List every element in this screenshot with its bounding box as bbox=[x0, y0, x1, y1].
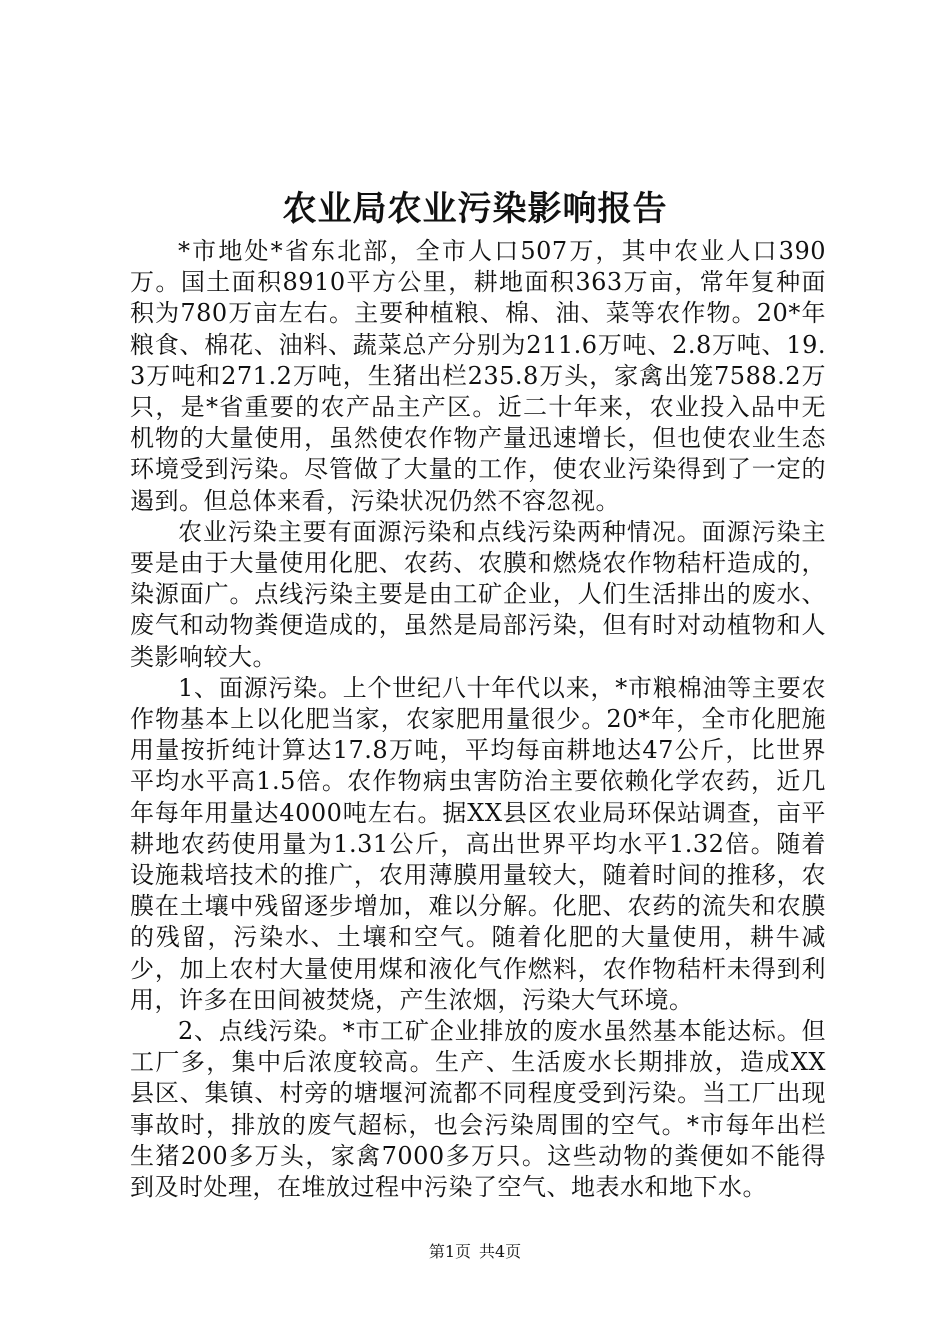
page-number: 第1页 bbox=[428, 1242, 471, 1261]
paragraph-overview: *市地处*省东北部，全市人口507万，其中农业人口390万。国土面积8910平方公里，耕地面积363万亩，常年复种面积为780万亩左右。主要种植粮、棉、油、菜等农作物。20*年粮食、棉花、油料、蔬菜总产分别为211.6万吨、2.8万吨、19.3万吨和271.2万吨，生猪出栏235.8万头，家禽出笼7588.2万只，是*省重要的农产品主产区。近二十年来，农业投入品中无机物的大量使用，虽然使农作物产量迅速增长，但也使农业生态环境受到污染。尽管做了大量的工作，使农业污染得到了一定的遏到。但总体来看，污染状况仍然不容忽视。 bbox=[130, 237, 826, 515]
page-footer bbox=[0, 1241, 950, 1263]
paragraph-pollution-types: 农业污染主要有面源污染和点线污染两种情况。面源污染主要是由于大量使用化肥、农药、农膜和燃烧农作物秸杆造成的，染源面广。点线污染主要是由工矿企业，人们生活排出的废水、废气和动物粪便造成的，虽然是局部污染，但有时对动植物和人类影响较大。 bbox=[130, 517, 826, 671]
paragraph-area-pollution: 1、面源污染。上个世纪八十年代以来，*市粮棉油等主要农作物基本上以化肥当家，农家肥用量很少。20*年，全市化肥施用量按折纯计算达17.8万吨，平均每亩耕地达47公斤，比世界平均水平高1.5倍。农作物病虫害防治主要依赖化学农药，近几年每年用量达4000吨左右。据XX县区农业局环保站调查，亩平耕地农药使用量为1.31公斤，高出世界平均水平1.32倍。随着设施栽培技术的推广，农用薄膜用量较大，随着时间的推移，农膜在土壤中残留逐步增加，难以分解。化肥、农药的流失和农膜的残留，污染水、土壤和空气。随着化肥的大量使用，耕牛减少，加上农村大量使用煤和液化气作燃料，农作物秸杆未得到利用，许多在田间被焚烧，产生浓烟，污染大气环境。 bbox=[130, 673, 826, 1014]
page-total: 共4页 bbox=[479, 1242, 522, 1261]
document-body bbox=[130, 236, 826, 1203]
paragraph-point-pollution: 2、点线污染。*市工矿企业排放的废水虽然基本能达标。但工厂多，集中后浓度较高。生产、生活废水长期排放，造成XX县区、集镇、村旁的塘堰河流都不同程度受到污染。当工厂出现事故时，排放的废气超标，也会污染周围的空气。*市每年出栏生猪200多万头，家禽7000多万只。这些动物的粪便如不能得到及时处理，在堆放过程中污染了空气、地表水和地下水。 bbox=[130, 1017, 826, 1202]
document-title: 农业局农业污染影响报告 bbox=[282, 189, 668, 229]
